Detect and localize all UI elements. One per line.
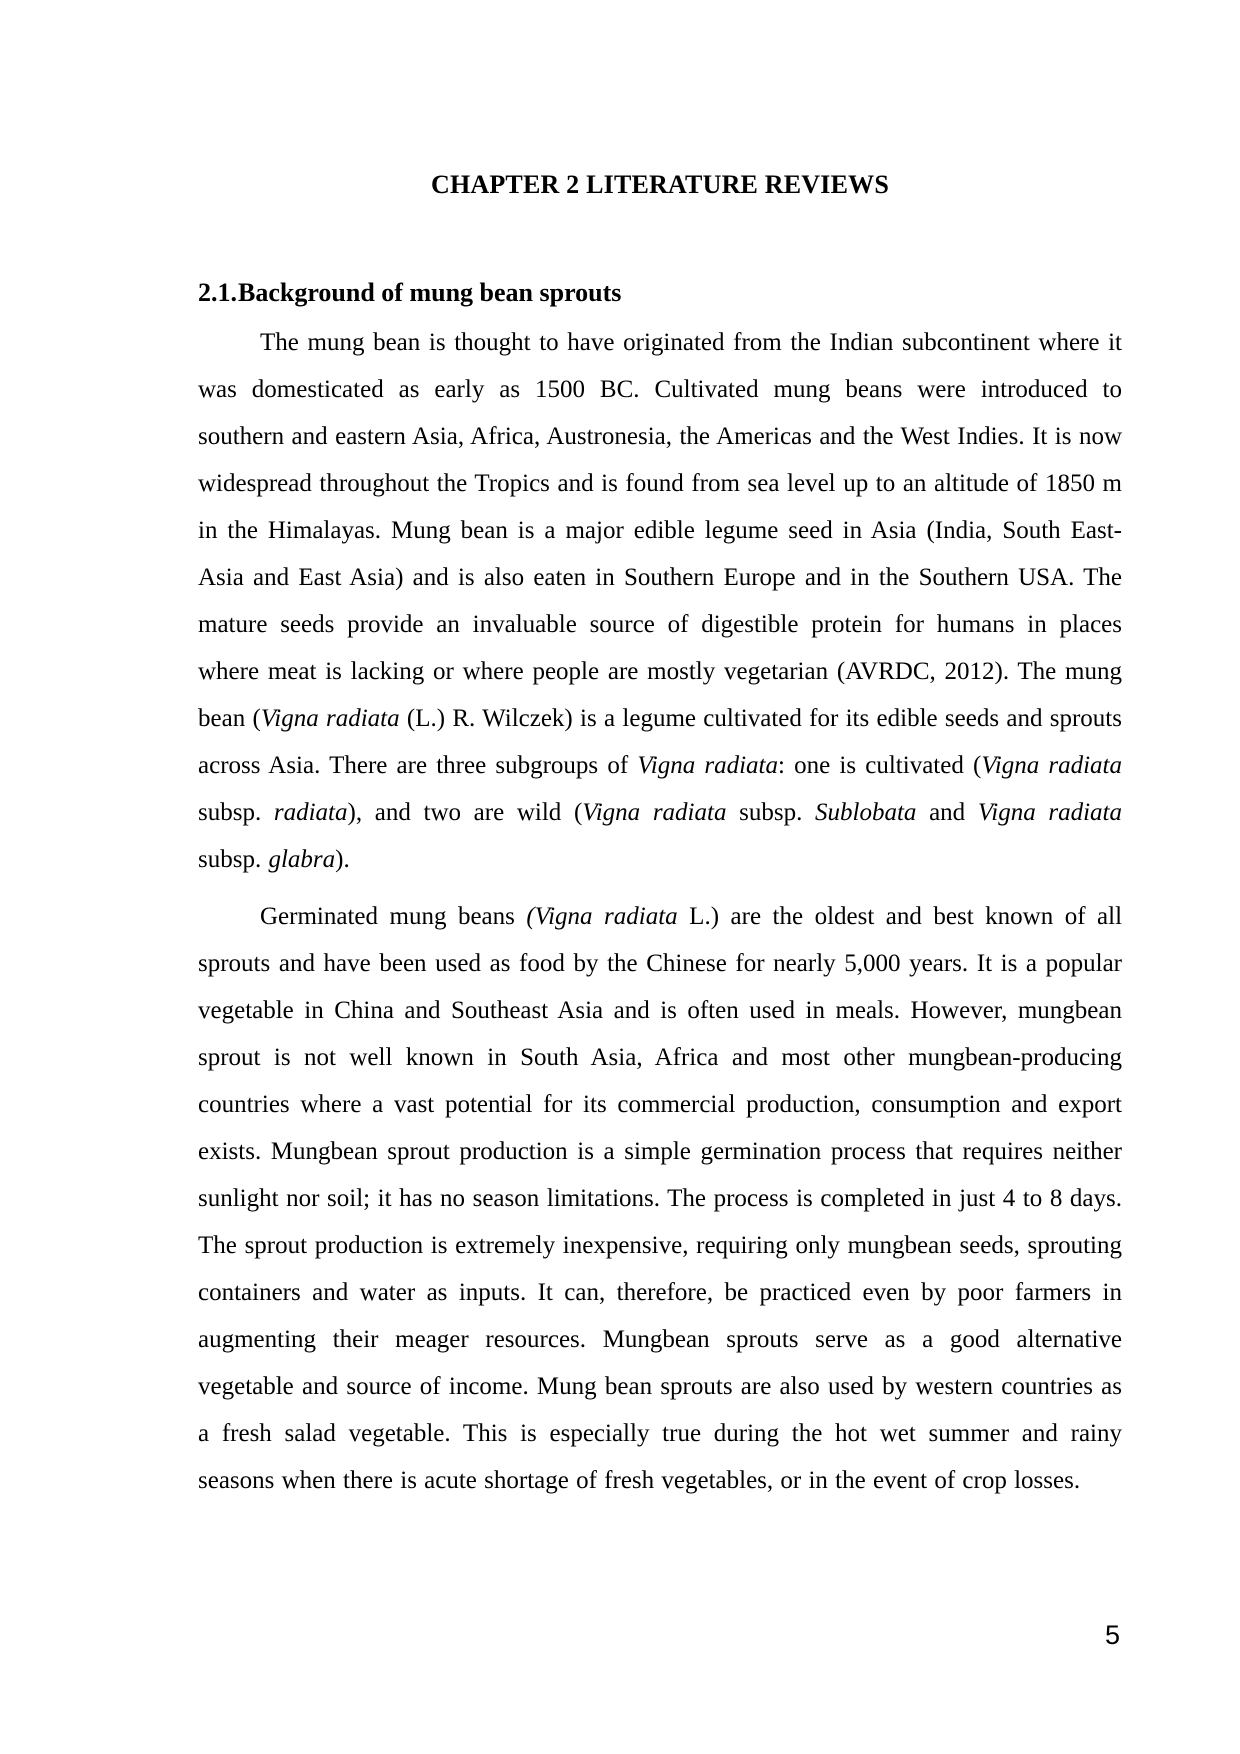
chapter-title: CHAPTER 2 LITERATURE REVIEWS bbox=[430, 170, 890, 199]
paragraph-germinated-sprouts: Germinated mung beans (Vigna radiata L.) are the oldest and best known of all sprouts and have been used as food by the Chinese for nearly 5,000 years. It is a popular vegetable in China and Southeast Asia and is often used in meals. However, mungbean sprout is not well known in South Asia, Africa and most other mungbean-producing countries where a vast potential for its commercial production, consumption and export exists. Mungbean sprout production is a simple germination process that requires neither sunlight nor soil; it has no season limitations. The process is completed in just 4 to 8 days. The sprout production is extremely inexpensive, requiring only mungbean seeds, sprouting containers and water as inputs. It can, therefore, be practiced even by poor farmers in augmenting their meager resources. Mungbean sprouts serve as a good alternative vegetable and source of income. Mung bean sprouts are also used by western countries as a fresh salad vegetable. This is especially true during the hot wet summer and rainy seasons when there is acute shortage of fresh vegetables, or in the event of crop losses. bbox=[198, 903, 1123, 1494]
page-number: 5 bbox=[1104, 1620, 1120, 1650]
section-heading bbox=[198, 278, 1122, 308]
paragraph-background-origin: The mung bean is thought to have originated from the Indian subcontinent where it was domesticated as early as 1500 BC. Cultivated mung beans were introduced to southern and eastern Asia, Africa, Austronesia, the Americas and the West Indies. It is now widespread throughout the Tropics and is found from sea level up to an altitude of 1850 m in the Himalayas. Mung bean is a major edible legume seed in Asia (India, South East-Asia and East Asia) and is also eaten in Southern Europe and in the Southern USA. The mature seeds provide an invaluable source of digestible protein for humans in places where meat is lacking or where people are mostly vegetarian (AVRDC, 2012). The mung bean (Vigna radiata (L.) R. Wilczek) is a legume cultivated for its edible seeds and sprouts across Asia. There are three subgroups of Vigna radiata: one is cultivated (Vigna radiata subsp. radiata), and two are wild (Vigna radiata subsp. Sublobata and Vigna radiata subsp. glabra). bbox=[198, 329, 1123, 873]
section-number: 2.1. bbox=[198, 278, 237, 307]
text-column bbox=[198, 170, 1122, 1504]
section-title: Background of mung bean sprouts bbox=[238, 278, 622, 307]
